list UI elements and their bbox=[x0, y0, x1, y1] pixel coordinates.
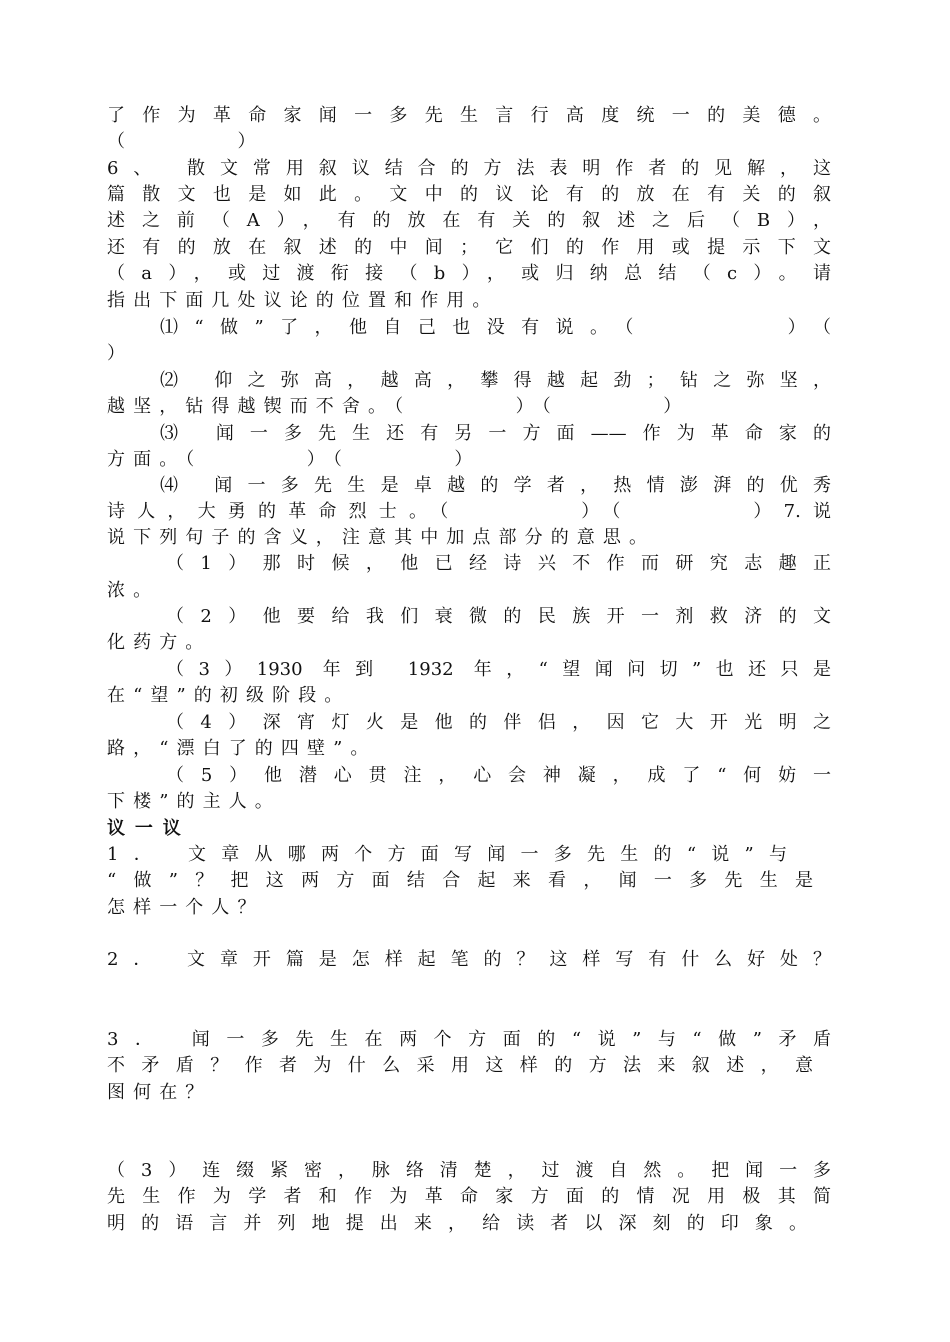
text-line: 在“望”的初级阶段。 bbox=[107, 685, 351, 706]
text-line: 路，“漂白了的四壁”。 bbox=[107, 738, 377, 759]
text-line: 不矛盾？作者为什么采用这样的方法来叙述，意 bbox=[107, 1055, 813, 1076]
discussion-question-2: 2． 文章开篇是怎样起笔的？这样写有什么好处？ bbox=[107, 949, 831, 970]
question-7: 说下列句子的含义，注意其中加点部分的意思。 bbox=[107, 527, 656, 548]
text-line: 述之前（A），有的放在有关的叙述之后（B）， bbox=[107, 210, 831, 231]
text-line: “做”？把这两方面结合起来看，闻一多先生是 bbox=[107, 870, 813, 891]
discussion-question-1: 1． 文章从哪两个方面写闻一多先生的“说”与 bbox=[107, 844, 787, 865]
text-line: 了作为革命家闻一多先生言行高度统一的美德。 bbox=[107, 105, 831, 126]
discussion-question-3: 3． 闻一多先生在两个方面的“说”与“做”矛盾 bbox=[107, 1029, 831, 1050]
answer-paragraph: （3）连缀紧密，脉络清楚，过渡自然。把闻一多 bbox=[107, 1160, 831, 1181]
sub-item-3: ⑶ 闻一多先生还有另一方面——作为革命家的 bbox=[160, 423, 831, 444]
text-line: 先生作为学者和作为革命家方面的情况用极其简 bbox=[107, 1186, 831, 1207]
text-line: 下楼”的主人。 bbox=[107, 791, 281, 812]
text-line: 指出下面几处议论的位置和作用。 bbox=[107, 290, 499, 311]
sub-item-1: ⑴“做”了，他自己也没有说。（ ）（ bbox=[160, 317, 831, 338]
section-heading: 议 一 议 bbox=[107, 818, 183, 839]
text-line: 篇散文也是如此。文中的议论有的放在有关的叙 bbox=[107, 184, 831, 205]
text-line: ） bbox=[107, 343, 134, 364]
sentence-item-1: （1）那时候，他已经诗兴不作而研究志趣正 bbox=[166, 553, 831, 574]
question-6: 6、 散文常用叙议结合的方法表明作者的见解，这 bbox=[107, 158, 831, 179]
text-line: 浓。 bbox=[107, 580, 160, 601]
text-line: 化药方。 bbox=[107, 632, 212, 653]
sentence-item-3: （3）1930 年到 1932 年，“望闻问切”也还只是 bbox=[166, 659, 831, 680]
text-line: （a），或过渡衔接（b），或归纳总结（c）。请 bbox=[107, 263, 831, 284]
text-line: 明的语言并列地提出来，给读者以深刻的印象。 bbox=[107, 1213, 807, 1234]
text-line: 怎样一个人？ bbox=[107, 897, 264, 918]
text-line: 方面。（ ）（ ） bbox=[107, 449, 481, 470]
text-line: 图何在？ bbox=[107, 1082, 212, 1103]
text-line: 诗人，大勇的革命烈士。（ ）（ ）7.说 bbox=[107, 501, 831, 522]
text-line: 还有的放在叙述的中间；它们的作用或提示下文 bbox=[107, 237, 831, 258]
sub-item-4: ⑷ 闻一多先生是卓越的学者，热情澎湃的优秀 bbox=[160, 475, 831, 496]
sentence-item-2: （2）他要给我们衰微的民族开一剂救济的文 bbox=[166, 606, 831, 627]
sub-item-2: ⑵ 仰之弥高，越高，攀得越起劲；钻之弥坚， bbox=[160, 370, 831, 391]
sentence-item-5: （5）他潜心贯注，心会神凝，成了“何妨一 bbox=[166, 765, 831, 786]
answer-blank: （ ） bbox=[107, 131, 264, 152]
sentence-item-4: （4）深宵灯火是他的伴侣，因它大开光明之 bbox=[166, 712, 831, 733]
text-line: 越坚，钻得越锲而不舍。（ ）（ ） bbox=[107, 396, 690, 417]
